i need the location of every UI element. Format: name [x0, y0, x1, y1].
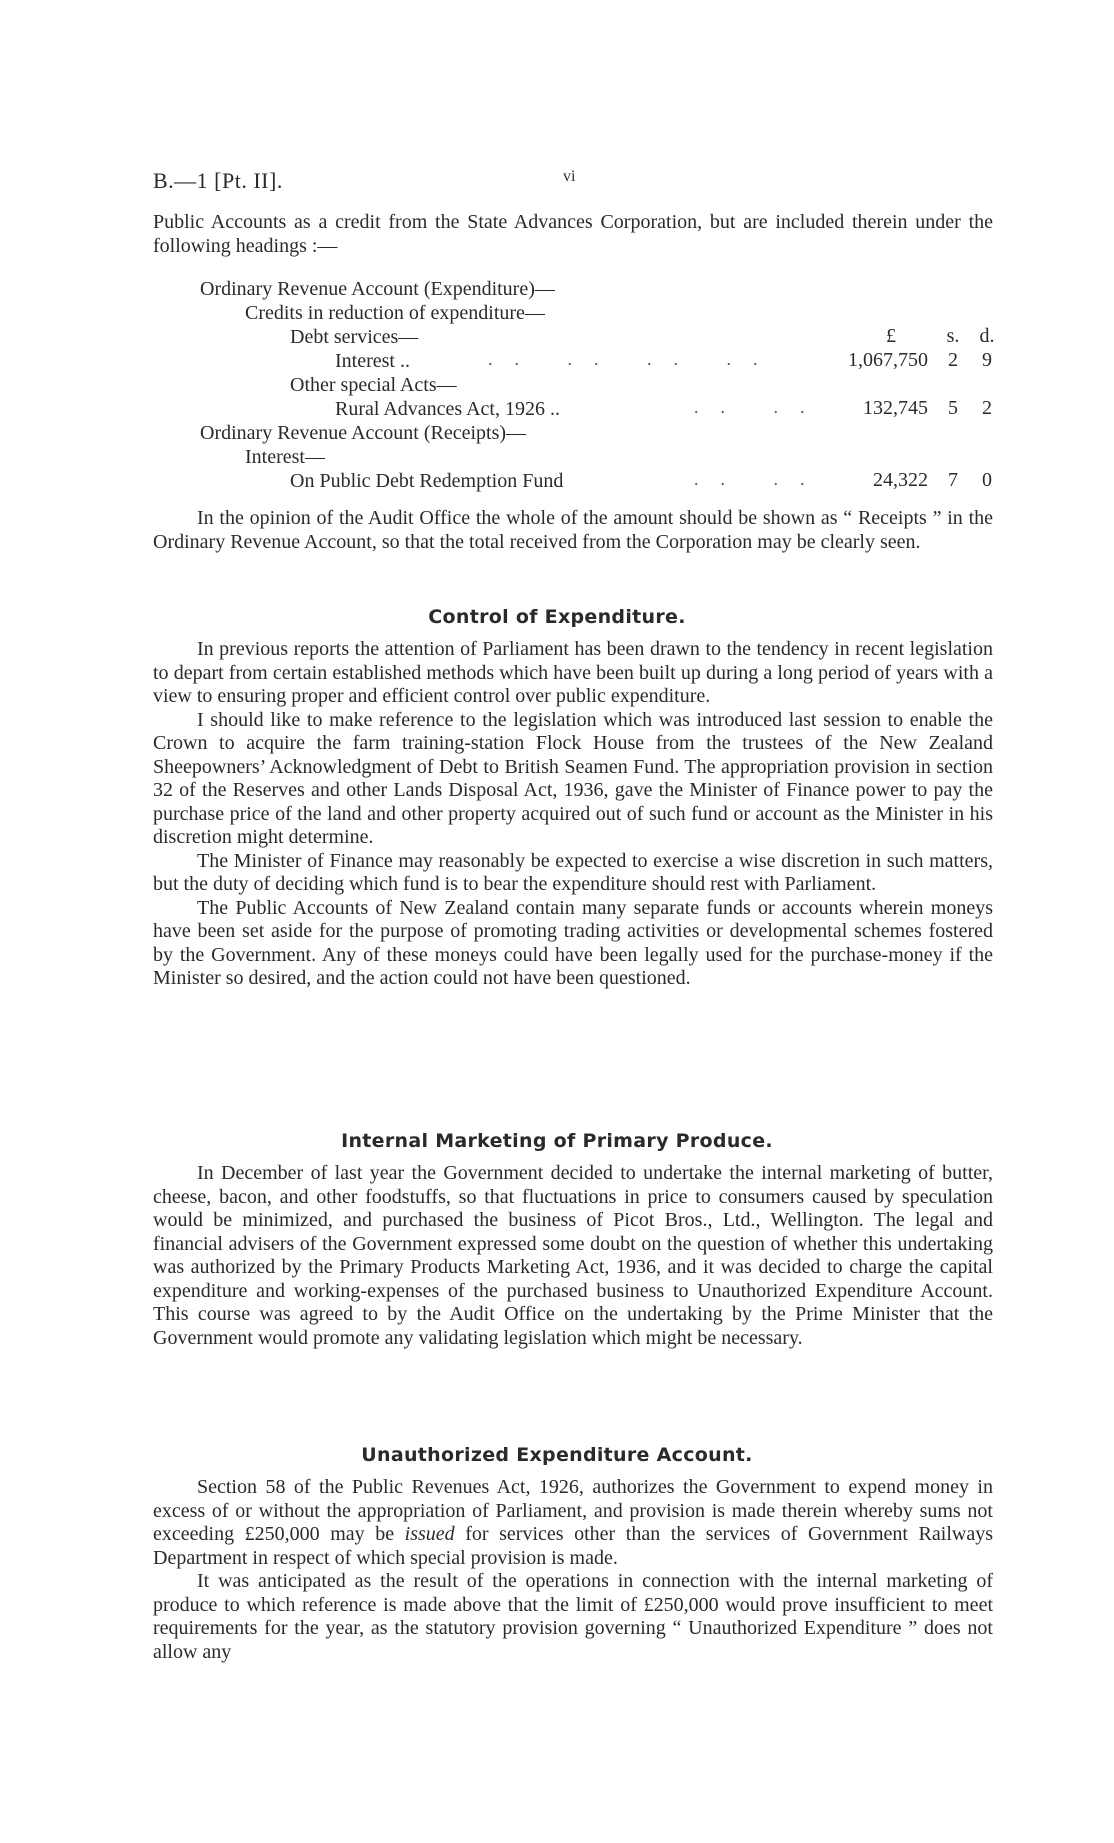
table-heading-ordinary-revenue-receipts: Ordinary Revenue Account (Receipts)—: [200, 422, 527, 444]
leader-dots: .. ..: [694, 469, 827, 489]
body-text: for services other than the services of Government Railways Department in respect of which special provision is made.: [153, 1523, 993, 1569]
column-header-pence: d.: [979, 325, 995, 347]
table-row-label: On Public Debt Redemption Fund: [290, 470, 564, 492]
table-row-pounds: 1,067,750: [848, 349, 928, 371]
table-row-pence: 9: [982, 349, 992, 371]
table-row-label: Interest ..: [335, 350, 410, 372]
section-heading-unauthorized-expenditure: Unauthorized Expenditure Account.: [361, 1444, 753, 1466]
table-row-shillings: 5: [948, 397, 958, 419]
section-heading-internal-marketing: Internal Marketing of Primary Produce.: [341, 1130, 773, 1152]
intro-paragraph: Public Accounts as a credit from the State Advances Corporation, but are included therein under the following headings :—: [153, 211, 993, 257]
table-heading-other-special-acts: Other special Acts—: [290, 374, 457, 396]
body-paragraph: The Minister of Finance may reasonably be expected to exercise a wise discretion in such matters, but the duty of deciding which fund is to bear the expenditure should rest with Parliament.: [153, 849, 993, 895]
table-row-shillings: 7: [948, 469, 958, 491]
table-heading-interest: Interest—: [245, 446, 325, 468]
column-header-shillings: s.: [946, 325, 960, 347]
table-row-pence: 0: [982, 469, 992, 491]
body-paragraph: I should like to make reference to the legislation which was introduced last session to enable the Crown to acquire the farm training-station Flock House from the trustees of the New Zealand Sheepowners’ Acknowledgment of Debt to British Seamen Fund. The appropriation provision in section 32 of the Reserves and other Lands Disposal Act, 1936, gave the Minister of Finance power to pay the purchase price of the land and other property acquired out of such fund or account as the Minister in his discretion might determine.: [153, 708, 993, 848]
table-row-label: Rural Advances Act, 1926 ..: [335, 398, 560, 420]
column-header-pounds: £: [886, 325, 896, 347]
table-heading-credits: Credits in reduction of expenditure—: [245, 302, 545, 324]
table-row-shillings: 2: [948, 349, 958, 371]
body-paragraph: In December of last year the Government decided to undertake the internal marketing of butter, cheese, bacon, and other foodstuffs, so that fluctuations in price to consumers caused by speculation would be minimized, and purchased the business of Picot Bros., Ltd., Wellington. The legal and financial advisers of the Government expressed some doubt on the question of whether this undertaking was authorized by the Primary Products Marketing Act, 1936, and it was decided to charge the capital expenditure and working-expenses of the purchased business to Unauthorized Expenditure Account. This course was agreed to by the Audit Office on the undertaking by the Prime Minister that the Government would promote any validating legislation which might be necessary.: [153, 1162, 993, 1349]
section-heading-control-of-expenditure: Control of Expenditure.: [428, 606, 686, 628]
body-paragraph: The Public Accounts of New Zealand contain many separate funds or accounts wherein moneys have been set aside for the purpose of promoting trading activities or developmental schemes fostered by the Government. Any of these moneys could have been legally used for the purchase-money if the Minister so desired, and the action could not have been questioned.: [153, 896, 993, 989]
table-heading-debt-services: Debt services—: [290, 326, 419, 348]
leader-dots: .. .. .. ..: [488, 349, 780, 369]
table-row-pence: 2: [982, 397, 992, 419]
body-text: Section 58 of the Public Revenues Act, 1926, authorizes the Government to expend money in excess of or without the appropriation of Parliament, and provision is made therein whereby sums not exceeding £250,000 may be: [153, 1476, 993, 1545]
table-row-pounds: 24,322: [873, 469, 928, 491]
control-of-expenditure-body: [153, 638, 993, 991]
leader-dots: .. ..: [694, 397, 827, 417]
body-paragraph: It was anticipated as the result of the operations in connection with the internal marketing of produce to which reference is made above that the limit of £250,000 would prove insufficient to meet requirements for the year, as the statutory provision governing “ Unauthorized Expenditure ” does not allow any: [153, 1570, 993, 1663]
unauthorized-expenditure-body: [153, 1476, 993, 1664]
running-head: B.—1 [Pt. II].: [153, 168, 283, 193]
internal-marketing-body: [153, 1162, 993, 1350]
body-paragraph: In previous reports the attention of Parliament has been drawn to the tendency in recent legislation to depart from certain established methods which have been built up during a long period of years with a view to ensuring proper and efficient control over public expenditure.: [153, 638, 993, 707]
table-heading-ordinary-revenue-expenditure: Ordinary Revenue Account (Expenditure)—: [200, 278, 555, 300]
table-row-pounds: 132,745: [863, 397, 928, 419]
body-paragraph: [153, 1476, 993, 1570]
emphasis-issued: issued: [404, 1523, 455, 1545]
opinion-paragraph: In the opinion of the Audit Office the whole of the amount should be shown as “ Receipts ” in the Ordinary Revenue Account, so that the total received from the Corporation may be clearly seen.: [153, 507, 993, 553]
page-number: vi: [563, 168, 576, 185]
